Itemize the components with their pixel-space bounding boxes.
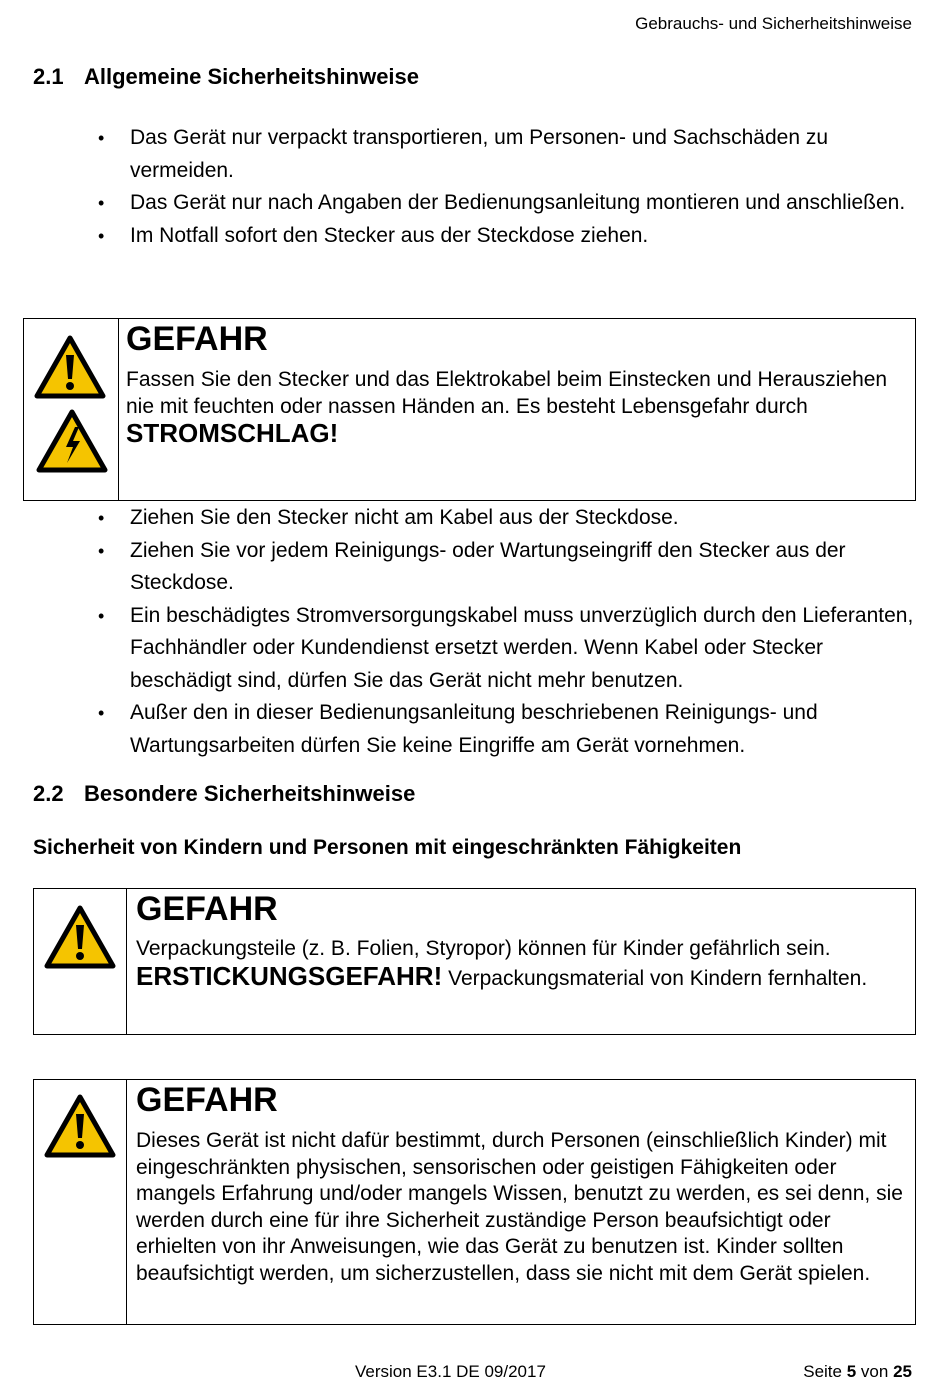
danger-body: Verpackungsteile (z. B. Folien, Styropor) können für Kinder gefährlich sein. xyxy=(136,937,831,960)
danger-heading: GEFAHR xyxy=(136,890,278,928)
list-item: • Das Gerät nur nach Angaben der Bedienungsanleitung montieren und anschließen. xyxy=(96,187,916,220)
danger-heading: GEFAHR xyxy=(136,1081,278,1119)
warning-content xyxy=(136,1080,905,1287)
danger-box-supervision xyxy=(33,1079,916,1325)
danger-body-after: Verpackungsmaterial von Kindern fernhalten. xyxy=(448,966,868,990)
warning-triangle-icon xyxy=(44,1094,116,1158)
warning-triangle-icon xyxy=(44,905,116,969)
section-heading-2-2 xyxy=(33,781,415,807)
list-item: • Außer den in dieser Bedienungsanleitung beschriebenen Reinigungs- und Wartungsarbeiten dürfen Sie keine Eingriffe am Gerät vornehmen. xyxy=(96,697,916,762)
section-title: Allgemeine Sicherheitshinweise xyxy=(84,64,420,89)
power-cord-safety-list xyxy=(96,502,916,762)
subsection-heading: Sicherheit von Kindern und Personen mit eingeschränkten Fähigkeiten xyxy=(33,836,742,859)
danger-text xyxy=(126,367,905,450)
electric-shock-icon xyxy=(36,409,108,473)
section-heading-2-1 xyxy=(33,64,419,90)
list-item: • Das Gerät nur verpackt transportieren, um Personen- und Sachschäden zu vermeiden. xyxy=(96,122,916,187)
icon-column xyxy=(34,889,127,1034)
danger-body: Dieses Gerät ist nicht dafür bestimmt, durch Personen (einschließlich Kinder) mit eingeschränkten physischen, sensorischen oder geistigen Fähigkeiten oder mangels Erfahrung und/oder mangels Wissen, benutzt zu werden, es sei denn, sie werden durch eine für ihre Sicherheit zuständige Person beaufsichtigt oder erhielten von ihr Anweisungen, wie das Gerät zu benutzen ist. Kinder sollten beaufsichtigt werden, um sicherzustellen, dass sie nicht mit dem Gerät spielen. xyxy=(136,1129,903,1285)
section-title: Besondere Sicherheitshinweise xyxy=(84,781,416,806)
danger-emphasis: STROMSCHLAG! xyxy=(126,418,339,448)
danger-heading: GEFAHR xyxy=(126,320,268,358)
section-number: 2.1 xyxy=(33,64,64,89)
icon-column xyxy=(34,1080,127,1324)
warning-triangle-icon xyxy=(34,335,106,399)
list-item: • Im Notfall sofort den Stecker aus der Steckdose ziehen. xyxy=(96,220,916,253)
danger-box-electric xyxy=(23,318,916,501)
running-header: Gebrauchs- und Sicherheitshinweise xyxy=(635,14,912,33)
danger-text xyxy=(136,936,905,992)
page-prefix: Seite xyxy=(803,1362,842,1381)
list-item: • Ziehen Sie den Stecker nicht am Kabel aus der Steckdose. xyxy=(96,502,916,535)
page-separator: von xyxy=(860,1362,889,1381)
danger-body: Fassen Sie den Stecker und das Elektrokabel beim Einstecken und Herausziehen nie mit feuchten oder nassen Händen an. Es besteht Lebensgefahr durch xyxy=(126,368,888,418)
list-item: • Ein beschädigtes Stromversorgungskabel muss unverzüglich durch den Lieferanten, Fachhändler oder Kundendienst ersetzt werden. Wenn Kabel oder Stecker beschädigt sind, dürfen Sie das Gerät nicht mehr benutzen. xyxy=(96,600,916,698)
page-current: 5 xyxy=(846,1362,857,1381)
warning-content xyxy=(136,889,905,992)
list-item: • Ziehen Sie vor jedem Reinigungs- oder Wartungseingriff den Stecker aus der Steckdose. xyxy=(96,535,916,600)
warning-content xyxy=(126,319,905,450)
danger-emphasis: ERSTICKUNGSGEFAHR! xyxy=(136,960,443,991)
page-number xyxy=(803,1362,912,1382)
icon-column xyxy=(24,319,119,500)
general-safety-list xyxy=(96,122,916,252)
section-number: 2.2 xyxy=(33,781,64,806)
danger-box-suffocation xyxy=(33,888,916,1035)
page-total: 25 xyxy=(893,1362,912,1381)
version-info: Version E3.1 DE 09/2017 xyxy=(355,1362,546,1381)
